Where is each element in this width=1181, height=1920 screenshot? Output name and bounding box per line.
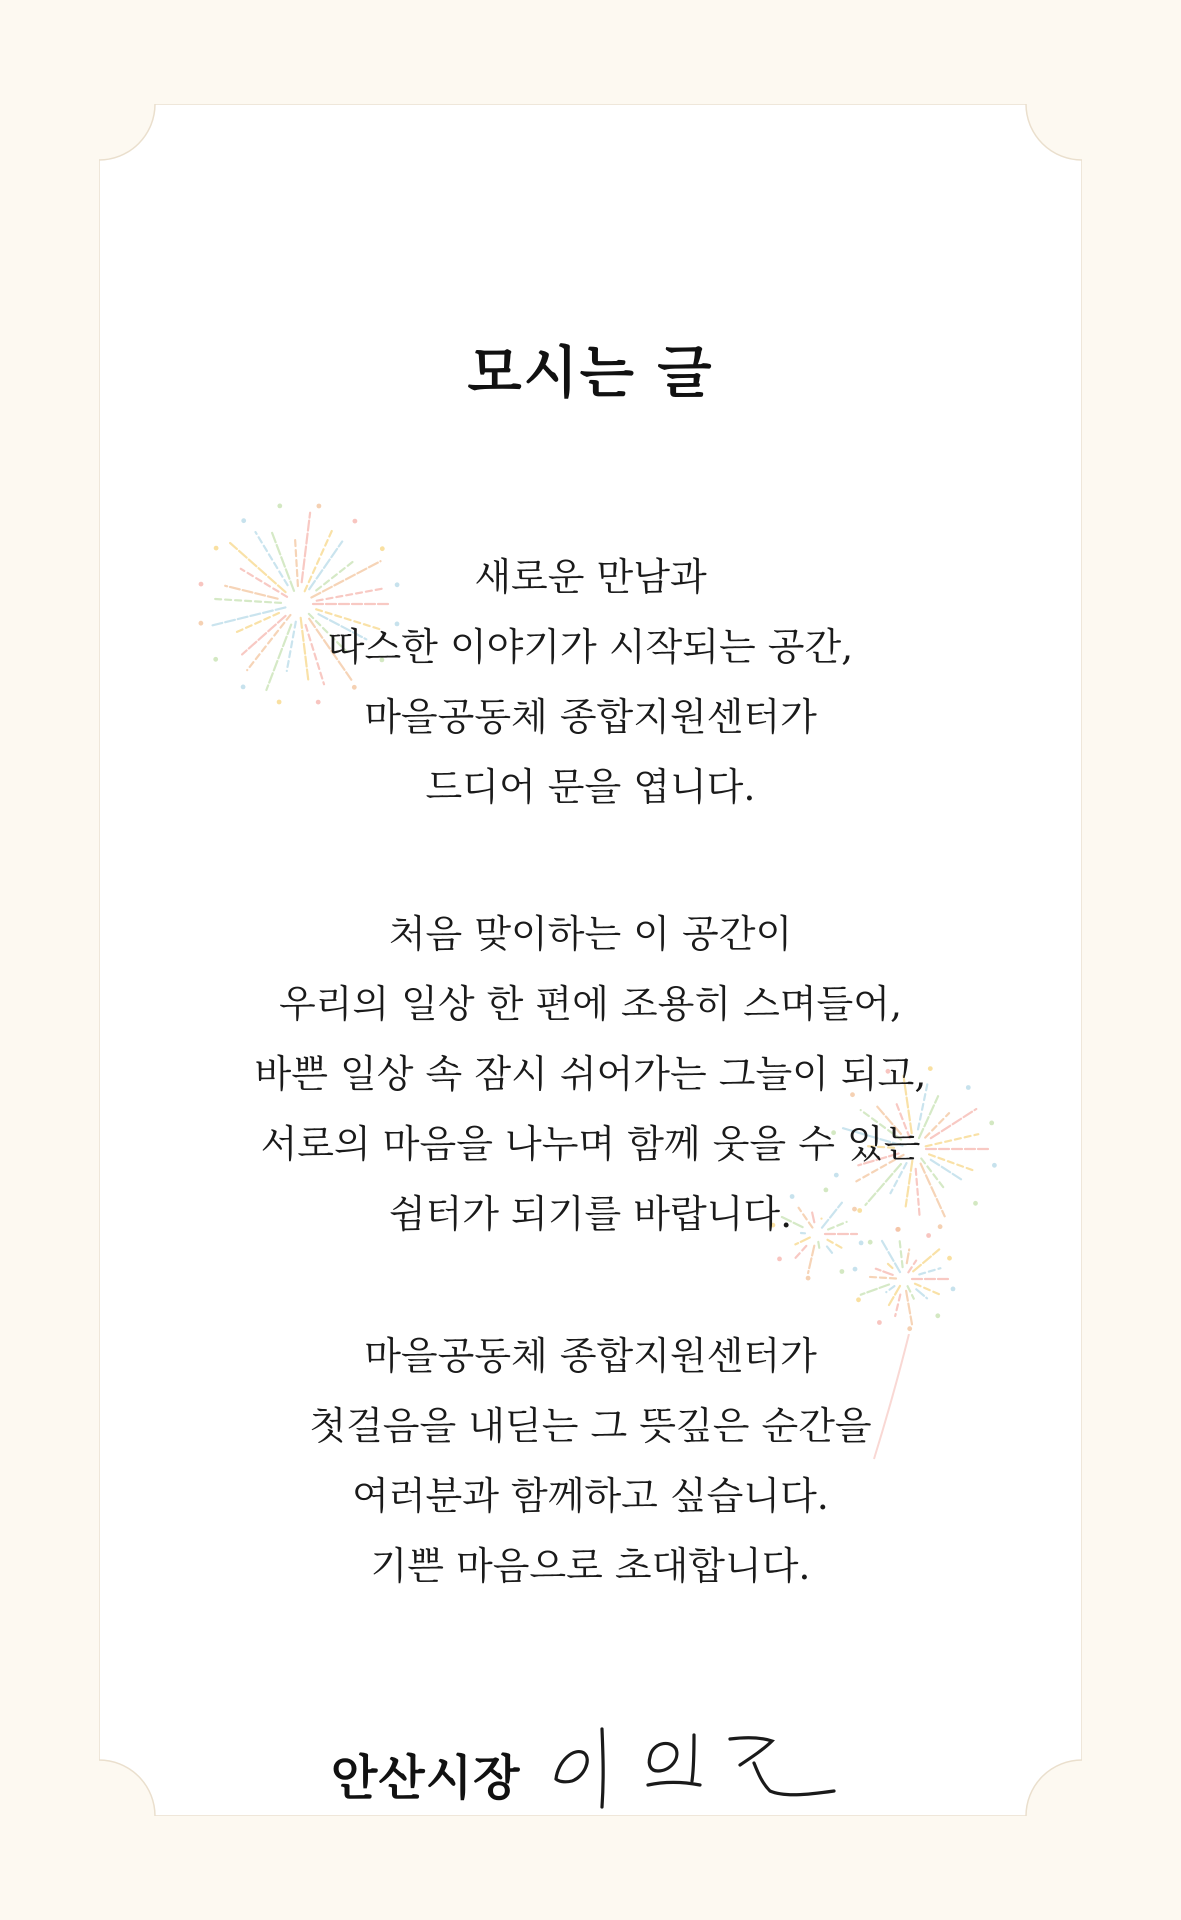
text-line: 처음 맞이하는 이 공간이 [388,912,793,956]
handwritten-signature [544,1709,844,1829]
firework-dot [277,504,282,509]
firework-ray [888,1264,892,1268]
invitation-card [99,104,1082,1816]
text-line: 마을공동체 종합지원센터가 [364,1334,817,1378]
firework-ray [908,1286,914,1299]
firework-ray [876,1269,893,1275]
text-line: 기쁜 마음으로 초대합니다. [370,1544,811,1588]
firework-dot [947,1256,952,1261]
page-title: 모시는 글 [467,341,714,406]
firework-dot [317,504,322,509]
text-line: 우리의 일상 한 편에 조용히 스며들어, [278,982,903,1026]
text-line: 새로운 만남과 [474,555,707,599]
firework-dot [935,1313,940,1318]
firework-ray [886,1286,894,1292]
firework-dot [840,1269,845,1274]
paragraph-greeting [99,542,1082,822]
text-line: 쉼터가 되기를 바랍니다. [388,1192,793,1236]
text-line: 바쁜 일상 속 잠시 쉬어가는 그늘이 되고, [254,1052,927,1096]
firework-ray [906,1291,912,1325]
signature-block [99,1709,1082,1829]
text-line: 첫걸음을 내딛는 그 뜻깊은 순간을 [309,1404,872,1448]
paragraph-invitation [99,1321,1082,1601]
paragraph-wish [99,899,1082,1249]
text-line: 여러분과 함께하고 싶습니다. [352,1474,829,1518]
text-line: 마을공동체 종합지원센터가 [364,695,817,739]
text-line: 서로의 마음을 나누며 함께 웃을 수 있는 [260,1122,921,1166]
firework-ray [808,1246,814,1273]
firework-dot [951,1287,956,1292]
firework-dot [241,518,246,523]
firework-ray [919,1268,940,1274]
firework-ray [907,1250,909,1264]
firework-dot [353,519,358,524]
signer-title: 안산시장 [331,1750,521,1806]
firework-dot [806,1276,811,1281]
text-line: 드디어 문을 엽니다. [425,765,756,809]
firework-ray [866,1277,896,1279]
firework-ray [861,1285,889,1295]
firework-dot [777,1257,782,1262]
firework-ray [916,1289,927,1298]
firework-dot [853,1267,858,1272]
firework-dot [856,1297,861,1302]
firework-ray [895,1295,900,1316]
text-line: 따스한 이야기가 시작되는 공간, [327,625,854,669]
